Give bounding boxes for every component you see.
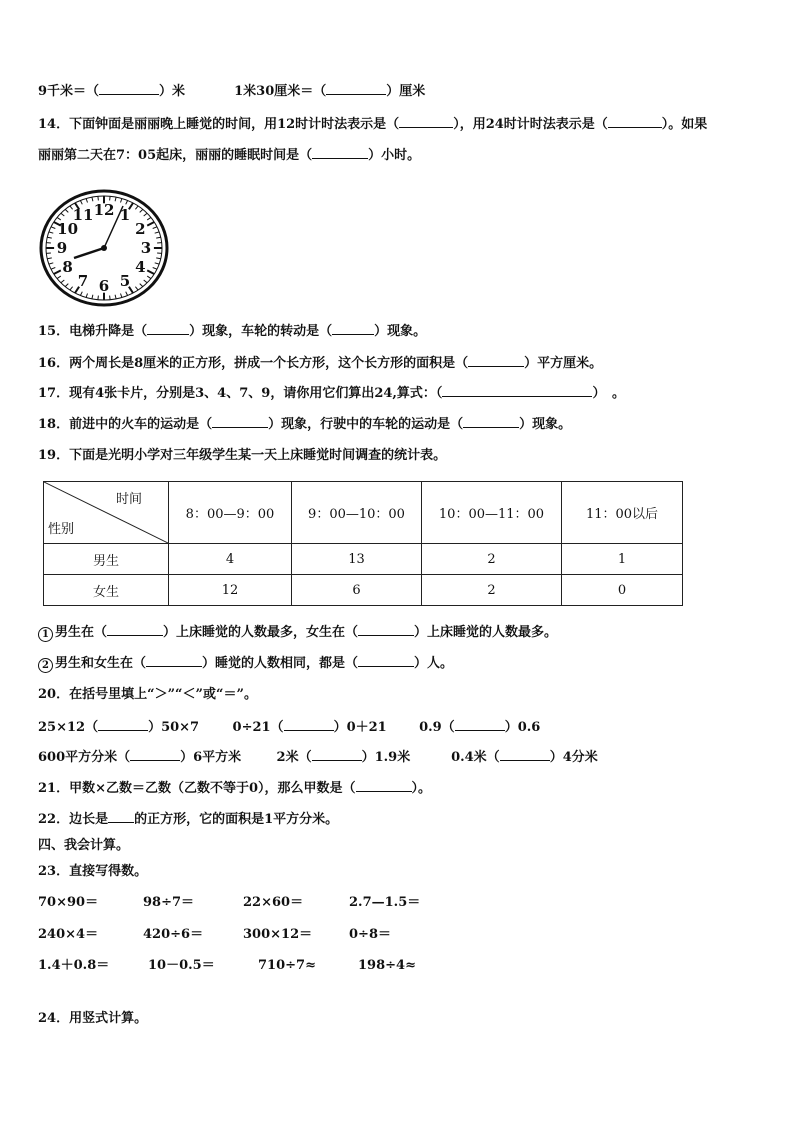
table-cell: 2 [422, 575, 562, 606]
answer-blank[interactable] [147, 322, 189, 335]
q21-line: 21．甲数×乙数＝乙数（乙数不等于0），那么甲数是（ ）。 [38, 781, 432, 796]
clock-number: 3 [140, 239, 152, 257]
calc-row [38, 957, 416, 975]
q19-title: 19．下面是光明小学对三年级学生某一天上床睡觉时间调查的统计表。 [38, 448, 447, 463]
table-cell: 4 [169, 544, 292, 575]
answer-blank[interactable] [107, 623, 163, 636]
clock-number: 5 [119, 271, 131, 290]
calc-item: 2.7—1.5＝ [349, 895, 421, 910]
answer-blank[interactable] [399, 115, 453, 128]
row-label: 女生 [44, 575, 169, 606]
q23-title: 23．直接写得数。 [38, 864, 148, 879]
calc-item: 1.4＋0.8＝ [38, 958, 110, 973]
q13-line: 9千米＝（ ）米 1米30厘米＝（ ）厘米 [38, 84, 426, 99]
answer-blank[interactable] [356, 779, 412, 792]
clock-number: 6 [98, 277, 110, 295]
calc-item: 240×4＝ [38, 927, 99, 942]
answer-blank[interactable] [108, 810, 134, 823]
q14-line2: 丽丽第二天在7：05起床，丽丽的睡眠时间是（ ）小时。 [38, 148, 421, 163]
clock-number: 7 [77, 271, 89, 290]
answer-blank[interactable] [608, 115, 662, 128]
answer-blank[interactable] [312, 748, 362, 761]
q22-line: 22．边长是 的正方形，它的面积是1平方分米。 [38, 812, 339, 827]
answer-blank[interactable] [358, 623, 414, 636]
q16-line: 16．两个周长是8厘米的正方形，拼成一个长方形，这个长方形的面积是（ ）平方厘米。 [38, 356, 603, 371]
corner-top-label: 时间 [115, 492, 142, 507]
table-cell: 0 [562, 575, 683, 606]
q18-line: 18．前进中的火车的运动是（ ）现象，行驶中的车轮的运动是（ ）现象。 [38, 417, 572, 432]
calc-item: 70×90＝ [38, 895, 99, 910]
calc-row [38, 894, 420, 912]
q20-row2: 600平方分米（ ）6平方米 2米（ ）1.9米 0.4米（ ）4分米 [38, 750, 598, 765]
table-cell: 1 [562, 544, 683, 575]
hour-hand [74, 248, 104, 258]
q20-title: 20．在括号里填上“＞”“＜”或“＝”。 [38, 687, 257, 702]
corner-bottom-label: 性别 [48, 522, 75, 537]
clock-number: 12 [93, 201, 115, 219]
column-header: 8：00—9：00 [169, 482, 292, 544]
clock-number: 4 [135, 258, 146, 276]
column-header: 9：00—10：00 [292, 482, 422, 544]
answer-blank[interactable] [332, 322, 374, 335]
calc-item: 10－0.5＝ [148, 958, 215, 973]
answer-blank[interactable] [455, 718, 505, 731]
answer-blank[interactable] [99, 82, 159, 95]
calc-item: 198÷4≈ [358, 958, 416, 973]
q19-sub1: 1 男生在（ ）上床睡觉的人数最多，女生在（ ）上床睡觉的人数最多。 [38, 623, 557, 642]
answer-blank[interactable] [468, 354, 524, 367]
clock-number: 8 [62, 258, 73, 276]
q17-line: 17．现有4张卡片，分别是3、4、7、9，请你用它们算出24,算式：（ ） 。 [38, 386, 625, 401]
q14-line1: 14．下面钟面是丽丽晚上睡觉的时间，用12时计时法表示是（ ），用24时计时法表示是（ ）。如果 [38, 117, 708, 132]
clock-number: 9 [56, 239, 68, 257]
clock-number: 1 [119, 206, 131, 225]
table-row [44, 575, 683, 606]
clock-number: 2 [135, 220, 146, 238]
calc-row [38, 926, 391, 944]
answer-blank[interactable] [463, 415, 519, 428]
q15-line: 15．电梯升降是（ ）现象，车轮的转动是（ ）现象。 [38, 324, 427, 339]
statistics-table [43, 481, 683, 606]
answer-blank[interactable] [146, 654, 202, 667]
table-cell: 12 [169, 575, 292, 606]
clock-number: 10 [57, 220, 79, 238]
clock-face [38, 188, 170, 308]
calc-item: 710÷7≈ [258, 958, 316, 973]
q20-row1: 25×12（ ）50×7 0÷21（ ）0＋21 0.9（ ）0.6 [38, 720, 541, 735]
row-label: 男生 [44, 544, 169, 575]
answer-blank[interactable] [442, 384, 592, 397]
table-cell: 13 [292, 544, 422, 575]
calc-item: 420÷6＝ [143, 927, 204, 942]
calc-item: 22×60＝ [243, 895, 304, 910]
answer-blank[interactable] [284, 718, 334, 731]
calc-item: 98÷7＝ [143, 895, 195, 910]
answer-blank[interactable] [326, 82, 386, 95]
answer-blank[interactable] [358, 654, 414, 667]
answer-blank[interactable] [98, 718, 148, 731]
column-header: 11：00以后 [562, 482, 683, 544]
answer-blank[interactable] [130, 748, 180, 761]
table-corner-cell [44, 482, 169, 544]
answer-blank[interactable] [212, 415, 268, 428]
answer-blank[interactable] [312, 146, 368, 159]
table-cell: 2 [422, 544, 562, 575]
answer-blank[interactable] [500, 748, 550, 761]
table-cell: 6 [292, 575, 422, 606]
circled-number: 1 [38, 627, 53, 642]
clock-number: 11 [72, 206, 94, 225]
circled-number: 2 [38, 658, 53, 673]
calc-item: 0÷8＝ [349, 927, 391, 942]
calc-item: 300×12＝ [243, 927, 313, 942]
section-heading: 四、我会计算。 [38, 838, 130, 853]
table-row [44, 544, 683, 575]
q24-title: 24．用竖式计算。 [38, 1011, 148, 1026]
column-header: 10：00—11：00 [422, 482, 562, 544]
q19-sub2: 2 男生和女生在（ ）睡觉的人数相同，都是（ ）人。 [38, 654, 453, 673]
